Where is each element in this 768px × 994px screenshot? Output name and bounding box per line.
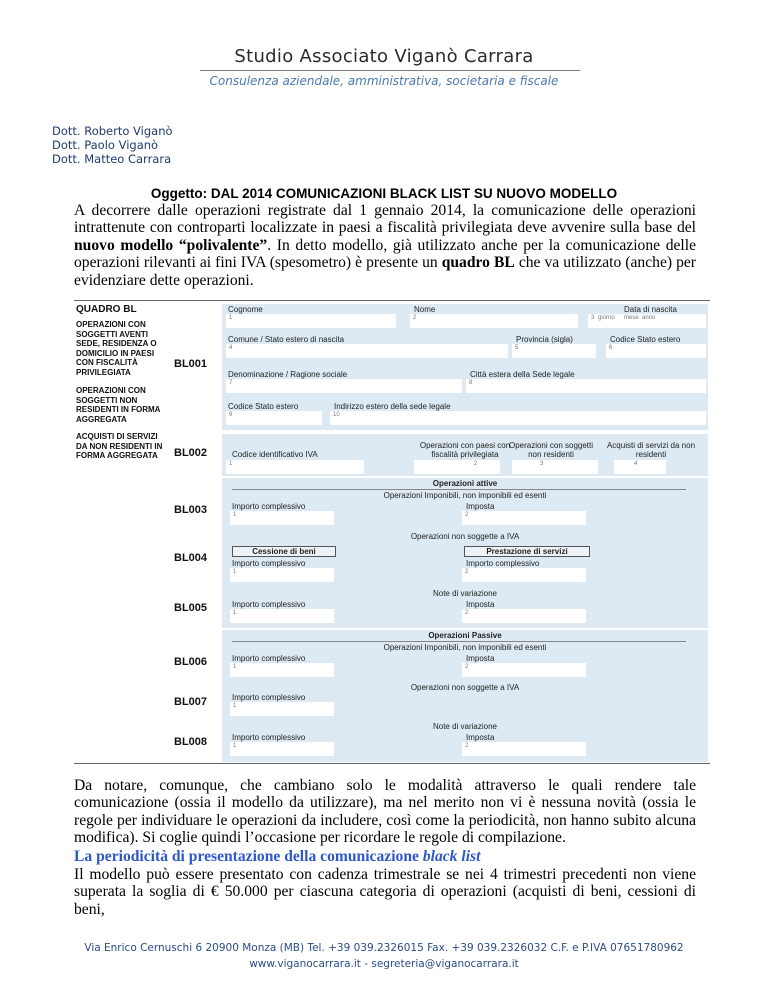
indirizzo-field[interactable] (330, 411, 706, 425)
bl004-importo2-label: Importo complessivo (466, 559, 540, 568)
bl005-importo-label: Importo complessivo (232, 600, 306, 609)
bl004-importo1-field[interactable] (230, 568, 334, 582)
bl006-importo-label: Importo complessivo (232, 654, 306, 663)
doctor-1: Dott. Roberto Viganò (52, 124, 173, 138)
bl003-code: BL003 (174, 504, 208, 516)
denominazione-label: Denominazione / Ragione sociale (228, 370, 348, 379)
field-num: 8 (469, 380, 473, 386)
bl002-code: BL002 (174, 447, 208, 459)
bl003-importo-field[interactable] (230, 511, 334, 525)
passive-title: Operazioni Passive (428, 631, 502, 640)
periodicita-paragraph: Il modello può essere presentato con cadenza trimestrale se nei 4 trimestri precedenti non viene superata la soglia di € 50.000 per ciascuna categoria di operazioni (acquisti di beni, cessioni di beni, (74, 866, 696, 918)
prestazione-label: Prestazione di servizi (464, 546, 590, 557)
bl005-importo-field[interactable] (230, 609, 334, 623)
attive-note: Note di variazione (432, 589, 498, 598)
cessione-label: Cessione di beni (232, 546, 336, 557)
nome-label: Nome (414, 305, 436, 314)
cognome-field[interactable] (226, 314, 396, 328)
studio-name: Studio Associato Viganò Carrara (234, 46, 534, 67)
side-label-paesi: OPERAZIONI CON SOGGETTI AVENTI SEDE, RESIDENZA O DOMICILIO IN PAESI CON FISCALITÀ PRIVILEGIATA (76, 320, 157, 377)
bl005-imposta-field[interactable] (462, 609, 586, 623)
field-num: 1 (233, 512, 237, 518)
side-label-acquisti: ACQUISTI DI SERVIZI DA NON RESIDENTI IN FORMA AGGREGATA (76, 432, 163, 461)
body-paragraph: Da notare, comunque, che cambiano solo le modalità attraverso le quali rendere tale comunicazione (ossia il modello da utilizzare), ma nel merito non vi è nessuna novità (ossia le regole per individuare le operazioni da includere, così come la periodicità, non hanno subito alcuna modifica). Si coglie quindi l’occasione per ricordare le regole di compilazione. (74, 777, 696, 847)
codice-iva-label: Codice identificativo IVA (232, 450, 318, 459)
passive-imponibili: Operazioni Imponibili, non imponibili ed esenti (383, 643, 547, 652)
bl008-imposta-field[interactable] (462, 742, 586, 756)
bl006-imposta-field[interactable] (462, 663, 586, 677)
field-num: 4 (634, 461, 638, 467)
citta-field[interactable] (466, 379, 706, 393)
subject-line (0, 186, 768, 201)
periodicita-heading (74, 848, 480, 866)
acquisti-label: Acquisti di servizi da non residenti (606, 441, 696, 459)
intro-text-2: . In detto modello, già utilizzato anche per la comunicazione delle operazioni rilevanti ai fini IVA (spesometro) è presente un (74, 236, 696, 272)
intro-paragraph (74, 202, 696, 289)
mese-label: mese (624, 315, 639, 321)
indirizzo-label: Indirizzo estero della sede legale (334, 402, 451, 411)
field-num: 4 (229, 345, 233, 351)
doctor-3: Dott. Matteo Carrara (52, 152, 172, 166)
bl008-code: BL008 (174, 736, 208, 748)
field-num: 2 (465, 664, 469, 670)
field-num: 2 (465, 512, 469, 518)
comune-label: Comune / Stato estero di nascita (228, 335, 345, 344)
field-num: 3 (540, 461, 544, 467)
bl003-imposta-field[interactable] (462, 511, 586, 525)
bl007-importo-field[interactable] (230, 702, 334, 716)
bl006-importo-field[interactable] (230, 663, 334, 677)
anno-label: anno (642, 315, 656, 321)
form-title: QUADRO BL (76, 304, 137, 315)
data-nascita-label: Data di nascita (624, 305, 677, 314)
passive-non-soggette: Operazioni non soggette a IVA (410, 683, 520, 692)
giorno-label: giorno (598, 315, 615, 321)
codice-stato2-field[interactable] (226, 411, 322, 425)
op-paesi-field[interactable] (414, 460, 500, 474)
acquisti-field[interactable] (614, 460, 666, 474)
field-num: 2 (413, 315, 417, 321)
field-num: 2 (465, 569, 469, 575)
bl001-code: BL001 (174, 358, 208, 370)
bl004-importo2-field[interactable] (462, 568, 586, 582)
form-bottom-rule (74, 763, 710, 764)
field-num: 5 (515, 345, 519, 351)
bl008-importo-field[interactable] (230, 742, 334, 756)
bl005-code: BL005 (174, 602, 208, 614)
field-num: 3 (591, 315, 595, 321)
intro-bold-1: nuovo modello “polivalente” (74, 236, 268, 254)
nome-field[interactable] (410, 314, 578, 328)
bl006-imposta-label: Imposta (466, 654, 495, 663)
doctor-2: Dott. Paolo Viganò (52, 138, 159, 152)
codice-iva-field[interactable] (226, 460, 364, 474)
provincia-label: Provincia (sigla) (516, 335, 573, 344)
codice-stato2-label: Codice Stato estero (228, 402, 299, 411)
codice-stato-field[interactable] (606, 344, 706, 358)
bl007-code: BL007 (174, 696, 208, 708)
field-num: 1 (233, 664, 237, 670)
op-soggetti-label: Operazioni con soggetti non residenti (508, 441, 594, 459)
bl004-importo1-label: Importo complessivo (232, 559, 306, 568)
studio-subtitle: Consulenza aziendale, amministrativa, societaria e fiscale (209, 74, 559, 88)
field-num: 1 (233, 703, 237, 709)
bl004-code: BL004 (174, 552, 208, 564)
side-label-non-residenti: OPERAZIONI CON SOGGETTI NON RESIDENTI IN FORMA AGGREGATA (76, 386, 161, 424)
field-num: 1 (233, 569, 237, 575)
comune-field[interactable] (226, 344, 508, 358)
letterhead-rule (200, 70, 580, 71)
footer-web: www.viganocarrara.it - segreteria@viganocarrara.it (249, 958, 519, 970)
denominazione-field[interactable] (226, 379, 462, 393)
bl006-code: BL006 (174, 656, 208, 668)
bl007-importo-label: Importo complessivo (232, 693, 306, 702)
bl005-imposta-label: Imposta (466, 600, 495, 609)
attive-imponibili: Operazioni Imponibili, non imponibili ed esenti (383, 491, 547, 500)
heading-emphasis: black list (422, 848, 481, 865)
passive-note: Note di variazione (432, 722, 498, 731)
citta-label: Città estera della Sede legale (470, 370, 575, 379)
attive-rule (232, 489, 686, 490)
field-num: 9 (229, 412, 233, 418)
field-num: 2 (465, 610, 469, 616)
field-num: 1 (229, 315, 233, 321)
field-num: 2 (474, 461, 478, 467)
intro-text-3: che va utilizzato (anche) per evidenziare dette operazioni. (74, 254, 696, 289)
bl003-importo-label: Importo complessivo (232, 502, 306, 511)
form-top-rule (74, 300, 710, 301)
bl003-imposta-label: Imposta (466, 502, 495, 511)
field-num: 1 (229, 461, 233, 467)
attive-title: Operazioni attive (432, 479, 498, 488)
field-num: 1 (233, 610, 237, 616)
attive-non-soggette: Operazioni non soggette a IVA (410, 532, 520, 541)
heading-text: La periodicità di presentazione della comunicazione (74, 848, 423, 865)
footer-address: Via Enrico Cernuschi 6 20900 Monza (MB) Tel. +39 039.2326015 Fax. +39 039.2326032 C.F. e P.IVA 07651780962 (84, 942, 684, 954)
field-num: 2 (465, 743, 469, 749)
op-paesi-label: Operazioni con paesi con fiscalità privilegiata (419, 441, 511, 459)
field-num: 1 (233, 743, 237, 749)
field-num: 10 (333, 412, 340, 418)
bl008-importo-label: Importo complessivo (232, 733, 306, 742)
op-soggetti-field[interactable] (512, 460, 598, 474)
provincia-field[interactable] (512, 344, 596, 358)
field-num: 7 (229, 380, 233, 386)
intro-text-1: A decorrere dalle operazioni registrate dal 1 gennaio 2014, la comunicazione delle operazioni intrattenute con controparti localizzate in paesi a fiscalità privilegiata deve avvenire sulla base del (74, 202, 696, 237)
passive-rule (232, 641, 686, 642)
subject-text: Oggetto: DAL 2014 COMUNICAZIONI BLACK LIST SU NUOVO MODELLO (150, 186, 618, 201)
intro-bold-2: quadro BL (441, 254, 515, 272)
codice-stato-label: Codice Stato estero (610, 335, 681, 344)
field-num: 6 (609, 345, 613, 351)
bl008-imposta-label: Imposta (466, 733, 495, 742)
cognome-label: Cognome (228, 305, 263, 314)
